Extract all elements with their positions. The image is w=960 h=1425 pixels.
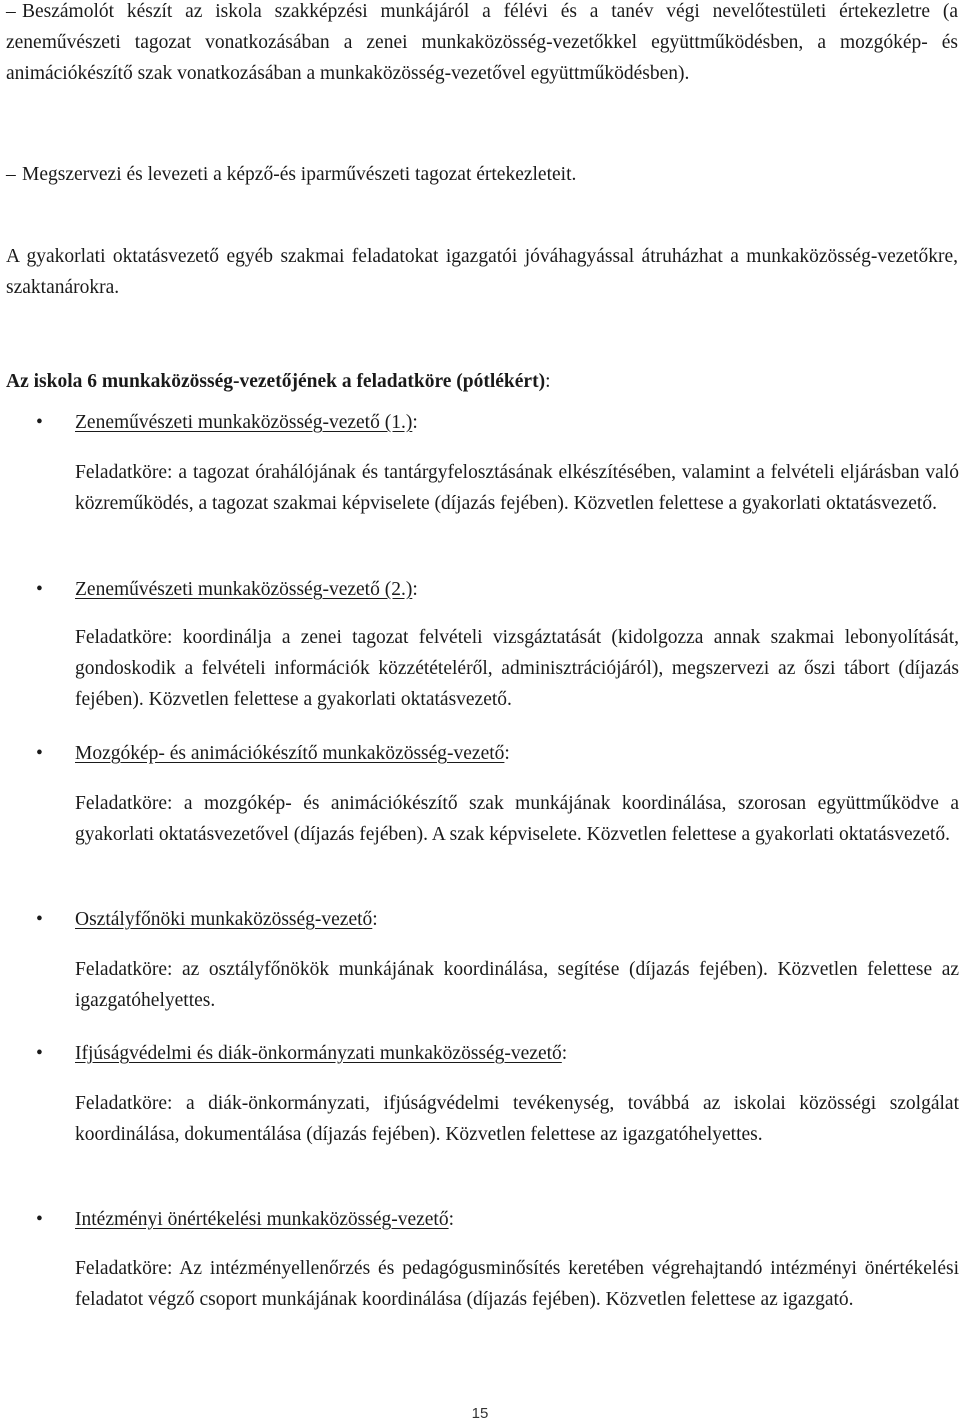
bullet-item-description: Feladatköre: koordinálja a zenei tagozat felvételi vizsgáztatását (kidolgozza annak szakmai lebonyolítását, gondoskodik a felvételi információk közzétételéről, adminisztrációjáról), megszervezi az őszi tábort (díjazás fejében). Közvetlen felettese a gyakorlati oktatásvezető.: [75, 627, 959, 710]
bullet-item-description: Feladatköre: a diák-önkormányzati, ifjúságvédelmi tevékenység, továbbá az iskolai közösségi szolgálat koordinálása, dokumentálása (díjazás fejében). Közvetlen felettese az igazgatóhelyettes.: [75, 1093, 959, 1145]
bullet-item-description: Feladatköre: a mozgókép- és animációkészítő szak munkájának koordinálása, szorosan együttműködve a gyakorlati oktatásvezetővel (díjazás fejében). A szak képviselete. Közvetlen felettese a gyakorlati oktatásvezető.: [75, 793, 959, 845]
bullet-item-title: [75, 738, 510, 769]
dash-item-text: Megszervezi és levezeti a képző-és iparművészeti tagozat értekezleteit.: [22, 164, 577, 185]
section-heading-text: Az iskola 6 munkaközösség-vezetőjének a feladatköre (pótlékért): [6, 371, 546, 392]
bullet-item-title: [75, 1038, 567, 1069]
section-heading: [6, 366, 551, 397]
section-heading-suffix: :: [545, 371, 551, 392]
bullet-item-title-text: Ifjúságvédelmi és diák-önkormányzati munkaközösség-vezető: [75, 1043, 562, 1064]
bullet-item-title: [75, 574, 418, 605]
dash-list-item: [6, 0, 958, 89]
dash-item-text: Beszámolót készít az iskola szakképzési munkájáról a félévi és a tanév végi nevelőtestületi értekezletre (a zeneművészeti tagozat vonatkozásában a zenei munkaközösség-vezetőkkel együttműködésben, a mozgókép- és animációkészítő szak vonatkozásában a munkaközösség-vezetővel együttműködésben).: [6, 1, 958, 84]
bullet-item-title-suffix: :: [372, 909, 378, 930]
bullet-item-title: [75, 904, 378, 935]
bullet-item-title-suffix: :: [448, 1209, 455, 1230]
bullet-marker: •: [36, 579, 43, 600]
bullet-item-title-text: Mozgókép- és animációkészítő munkaközösség-vezető: [75, 743, 505, 764]
bullet-item-title-suffix: :: [412, 412, 418, 433]
bullet-item-title-text: Osztályfőnöki munkaközösség-vezető: [75, 909, 373, 930]
dash-marker: –: [6, 1, 16, 22]
bullet-item-title: [75, 407, 418, 438]
bullet-marker: •: [36, 412, 43, 433]
page-number: 15: [471, 1405, 489, 1422]
bullet-item-title-suffix: :: [504, 743, 510, 764]
bullet-item-description: Feladatköre: Az intézményellenőrzés és pedagógusminősítés keretében végrehajtandó intézményi önértékelési feladatot végző csoport munkájának koordinálása (díjazás fejében). Közvetlen felettese az igazgató.: [75, 1258, 959, 1310]
bullet-item-title: [75, 1204, 454, 1235]
bullet-marker: •: [36, 1209, 43, 1230]
dash-marker: –: [6, 164, 16, 185]
bullet-item-title-suffix: :: [412, 579, 418, 600]
bullet-item-title-text: Intézményi önértékelési munkaközösség-vezető: [75, 1209, 449, 1230]
bullet-item-title-text: Zeneművészeti munkaközösség-vezető (1.): [75, 412, 413, 433]
bullet-item-title-suffix: :: [561, 1043, 568, 1064]
bullet-marker: •: [36, 909, 43, 930]
bullet-item-title-text: Zeneművészeti munkaközösség-vezető (2.): [75, 579, 413, 600]
intro-paragraph: A gyakorlati oktatásvezető egyéb szakmai feladatokat igazgatói jóváhagyással átruházhat a munkaközösség-vezetőkre, szaktanárokra.: [6, 246, 958, 298]
dash-list-item: [6, 159, 576, 190]
bullet-marker: •: [36, 743, 43, 764]
bullet-item-description: Feladatköre: a tagozat órahálójának és tantárgyfelosztásának elkészítésében, valamint a felvételi eljárásban való közreműködés, a tagozat szakmai képviselete (díjazás fejében). Közvetlen felettese a gyakorlati oktatásvezető.: [75, 462, 959, 514]
bullet-marker: •: [36, 1043, 43, 1064]
bullet-item-description: Feladatköre: az osztályfőnökök munkájának koordinálása, segítése (díjazás fejében). Közvetlen felettese az igazgatóhelyettes.: [75, 959, 959, 1011]
